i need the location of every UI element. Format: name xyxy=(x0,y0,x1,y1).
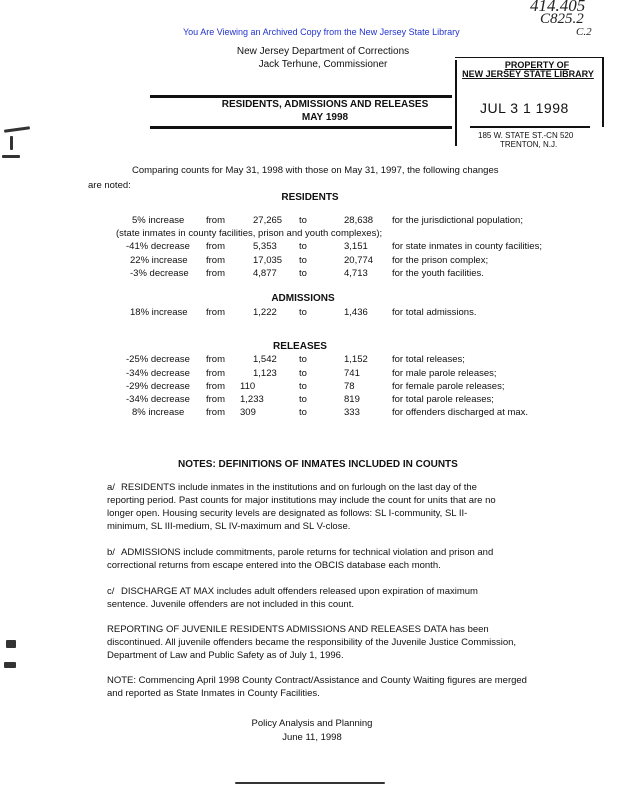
row-from: from xyxy=(206,407,225,418)
row-old-count: 27,265 xyxy=(253,215,283,226)
department-name: New Jersey Department of Corrections xyxy=(236,46,410,57)
admissions-heading: ADMISSIONS xyxy=(271,293,335,304)
archive-banner: You Are Viewing an Archived Copy from the New Jersey State Library xyxy=(183,27,460,37)
row-old-count: 110 xyxy=(240,381,256,392)
stamp-library-name: NEW JERSEY STATE LIBRARY xyxy=(462,69,594,79)
handwritten-cutter-number: C825.2 xyxy=(540,11,584,27)
row-change: -29% decrease xyxy=(126,381,190,392)
row-from: from xyxy=(206,394,225,405)
row-new-count: 1,436 xyxy=(344,307,368,318)
note-b-label: b/ xyxy=(107,547,115,558)
title-rule-bottom xyxy=(150,126,452,129)
row-to: to xyxy=(299,268,307,279)
stamp-border-right xyxy=(602,57,604,127)
row-new-count: 741 xyxy=(344,368,360,379)
row-old-count: 1,542 xyxy=(253,354,277,365)
note-a-label: a/ xyxy=(107,482,115,493)
row-description: for total releases; xyxy=(392,354,465,365)
row-new-count: 1,152 xyxy=(344,354,368,365)
note-b xyxy=(107,546,502,572)
row-from: from xyxy=(206,255,225,266)
row-change: -34% decrease xyxy=(126,394,190,405)
handwritten-copy-number: C.2 xyxy=(576,26,592,38)
stamp-date: JUL 3 1 1998 xyxy=(480,100,569,116)
residents-note: (state inmates in county facilities, prison and youth complexes); xyxy=(116,228,383,239)
row-from: from xyxy=(206,241,225,252)
row-to: to xyxy=(299,381,307,392)
row-change: -25% decrease xyxy=(126,354,190,365)
row-from: from xyxy=(206,381,225,392)
row-new-count: 20,774 xyxy=(344,255,374,266)
row-description: for the prison complex; xyxy=(392,255,489,266)
stamp-property-of: PROPERTY OF xyxy=(504,60,570,70)
row-new-count: 819 xyxy=(344,394,360,405)
note-c-label: c/ xyxy=(107,586,115,597)
row-description: for female parole releases; xyxy=(392,381,505,392)
row-to: to xyxy=(299,215,307,226)
handwritten-call-number: 414.405 xyxy=(530,0,586,15)
row-old-count: 1,222 xyxy=(253,307,277,318)
report-title: RESIDENTS, ADMISSIONS AND RELEASES xyxy=(221,99,429,110)
row-change: -34% decrease xyxy=(126,368,190,379)
note-a xyxy=(107,481,502,533)
row-change: 22% increase xyxy=(130,255,188,266)
row-old-count: 5,353 xyxy=(253,241,277,252)
residents-heading: RESIDENTS xyxy=(281,192,339,203)
row-to: to xyxy=(299,241,307,252)
row-old-count: 17,035 xyxy=(253,255,283,266)
row-old-count: 1,123 xyxy=(253,368,277,379)
row-new-count: 333 xyxy=(344,407,360,418)
releases-heading: RELEASES xyxy=(273,341,327,352)
row-description: for total admissions. xyxy=(392,307,477,318)
row-old-count: 309 xyxy=(240,407,256,418)
scan-mark xyxy=(10,136,13,150)
row-change: 5% increase xyxy=(132,215,185,226)
row-to: to xyxy=(299,407,307,418)
scan-mark xyxy=(6,640,16,648)
row-change: 8% increase xyxy=(132,407,185,418)
row-new-count: 78 xyxy=(344,381,355,392)
note-a-text: RESIDENTS include inmates in the institutions and on furlough on the last day of the reporting period. Past counts for major institutions may include the count for units that are no longer open. Housing security levels are designated as follows: SL I-community, SL II-minimum, SL III-medium, SL IV-maximum and SL V-close. xyxy=(107,482,496,532)
stamp-border-top xyxy=(455,57,603,58)
row-new-count: 28,638 xyxy=(344,215,374,226)
row-change: 18% increase xyxy=(130,307,188,318)
stamp-border-left xyxy=(455,60,457,146)
row-to: to xyxy=(299,354,307,365)
row-description: for the youth facilities. xyxy=(392,268,484,279)
scan-mark xyxy=(4,126,30,133)
row-to: to xyxy=(299,394,307,405)
note-b-text: ADMISSIONS include commitments, parole returns for technical violation and prison and correctional returns from escape entered into the OBCIS database each month. xyxy=(107,547,494,571)
row-description: for the jurisdictional population; xyxy=(392,215,523,226)
row-change: -41% decrease xyxy=(126,241,190,252)
row-from: from xyxy=(206,368,225,379)
row-description: for male parole releases; xyxy=(392,368,497,379)
row-old-count: 1,233 xyxy=(240,394,264,405)
row-from: from xyxy=(206,307,225,318)
note-paragraph: NOTE: Commencing April 1998 County Contract/Assistance and County Waiting figures are merged and reported as State Inmates in County Facilities. xyxy=(107,675,527,699)
scan-mark xyxy=(4,662,16,668)
row-old-count: 4,877 xyxy=(253,268,277,279)
row-to: to xyxy=(299,255,307,266)
footer-office: Policy Analysis and Planning xyxy=(251,718,373,729)
row-new-count: 3,151 xyxy=(344,241,368,252)
stamp-location: TRENTON, N.J. xyxy=(500,140,558,149)
row-from: from xyxy=(206,354,225,365)
row-change: -3% decrease xyxy=(130,268,189,279)
intro-line-2: are noted: xyxy=(88,180,131,191)
title-rule-top xyxy=(150,95,452,98)
scan-mark xyxy=(2,155,20,158)
stamp-address: 185 W. STATE ST.-CN 520 xyxy=(478,131,574,140)
row-description: for offenders discharged at max. xyxy=(392,407,529,418)
row-from: from xyxy=(206,268,225,279)
juvenile-paragraph: REPORTING OF JUVENILE RESIDENTS ADMISSIONS AND RELEASES DATA has been discontinued. All juvenile offenders became the responsibility of the Juvenile Justice Commission, Department of Law and Public Safety as of July 1, 1996. xyxy=(107,624,517,661)
row-description: for total parole releases; xyxy=(392,394,494,405)
row-new-count: 4,713 xyxy=(344,268,368,279)
note-c-text: DISCHARGE AT MAX includes adult offenders released upon expiration of maximum sentence. Juvenile offenders are not included in this count. xyxy=(107,586,478,610)
row-to: to xyxy=(299,307,307,318)
note-c xyxy=(107,585,502,611)
scan-mark xyxy=(235,782,385,784)
notes-title: NOTES: DEFINITIONS OF INMATES INCLUDED IN COUNTS xyxy=(178,459,458,470)
report-month: MAY 1998 xyxy=(301,112,349,123)
intro-line-1: Comparing counts for May 31, 1998 with those on May 31, 1997, the following changes xyxy=(132,165,499,176)
row-from: from xyxy=(206,215,225,226)
row-to: to xyxy=(299,368,307,379)
stamp-date-rule xyxy=(470,126,590,128)
commissioner-name: Jack Terhune, Commissioner xyxy=(258,59,388,70)
footer-date: June 11, 1998 xyxy=(282,732,342,743)
row-description: for state inmates in county facilities; xyxy=(392,241,542,252)
